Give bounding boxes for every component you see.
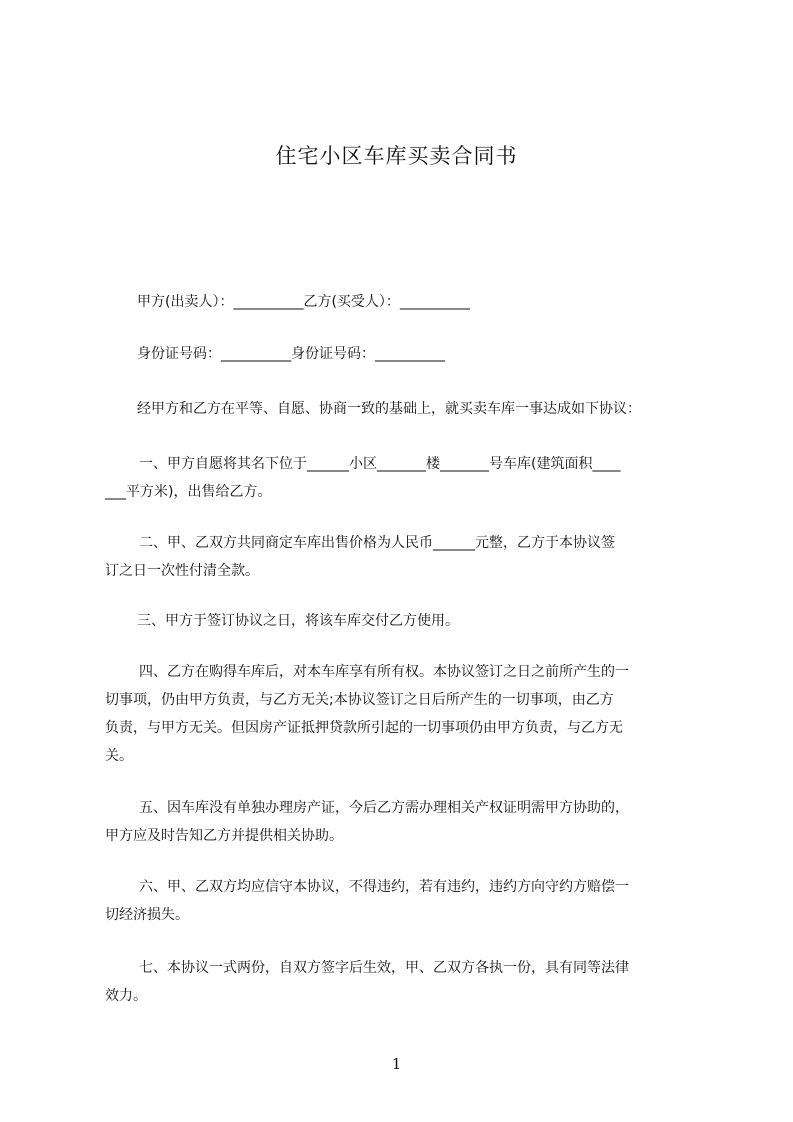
clause-2-line-1: 二、甲、乙双方共同商定车库出售价格为人民币______元整，乙方于本协议签 bbox=[139, 535, 615, 551]
clause-7-line-2: 效力。 bbox=[105, 988, 147, 1004]
clause-7-line-1: 七、本协议一式两份，自双方签字后生效，甲、乙双方各执一份，具有同等法律 bbox=[139, 960, 629, 976]
clause-1 bbox=[105, 450, 620, 506]
clause-5-line-2: 甲方应及时告知乙方并提供相关协助。 bbox=[105, 828, 343, 844]
intro-paragraph: 经甲方和乙方在平等、自愿、协商一致的基础上，就买卖车库一事达成如下协议： bbox=[137, 401, 641, 417]
clause-7 bbox=[105, 954, 629, 1010]
clause-2 bbox=[105, 529, 615, 585]
clause-6 bbox=[105, 873, 629, 929]
id-number-line: 身份证号码：__________身份证号码：__________ bbox=[137, 346, 445, 362]
clause-1-line-1: 一、甲方自愿将其名下位于______小区_______楼_______号车库(建筑面积____ bbox=[139, 456, 621, 472]
clause-4-line-2: 切事项，仍由甲方负责，与乙方无关;本协议签订之日后所产生的一切事项，由乙方 bbox=[105, 692, 614, 708]
clause-4-line-3: 负责，与甲方无关。但因房产证抵押贷款所引起的一切事项仍由甲方负责，与乙方无 bbox=[105, 720, 623, 736]
clause-4-line-1: 四、乙方在购得车库后，对本车库享有所有权。本协议签订之日之前所产生的一 bbox=[139, 664, 629, 680]
clause-3-line-1: 三、甲方于签订协议之日，将该车库交付乙方使用。 bbox=[137, 613, 459, 629]
parties-line: 甲方(出卖人）：__________乙方(买受人）：__________ bbox=[137, 294, 470, 310]
document-title: 住宅小区车库买卖合同书 bbox=[275, 144, 518, 168]
page-number: 1 bbox=[391, 1055, 402, 1073]
clause-6-line-1: 六、甲、乙双方均应信守本协议，不得违约，若有违约，违约方向守约方赔偿一 bbox=[139, 879, 629, 895]
clause-6-line-2: 切经济损失。 bbox=[105, 907, 189, 923]
clause-1-line-2: ___平方米)，出售给乙方。 bbox=[105, 484, 272, 500]
clause-2-line-2: 订之日一次性付清全款。 bbox=[105, 563, 259, 579]
clause-4-line-4: 关。 bbox=[105, 748, 133, 764]
clause-5 bbox=[105, 794, 629, 850]
clause-4 bbox=[105, 658, 629, 770]
clause-3 bbox=[105, 607, 459, 635]
clause-5-line-1: 五、因车库没有单独办理房产证，今后乙方需办理相关产权证明需甲方协助的， bbox=[139, 800, 629, 816]
